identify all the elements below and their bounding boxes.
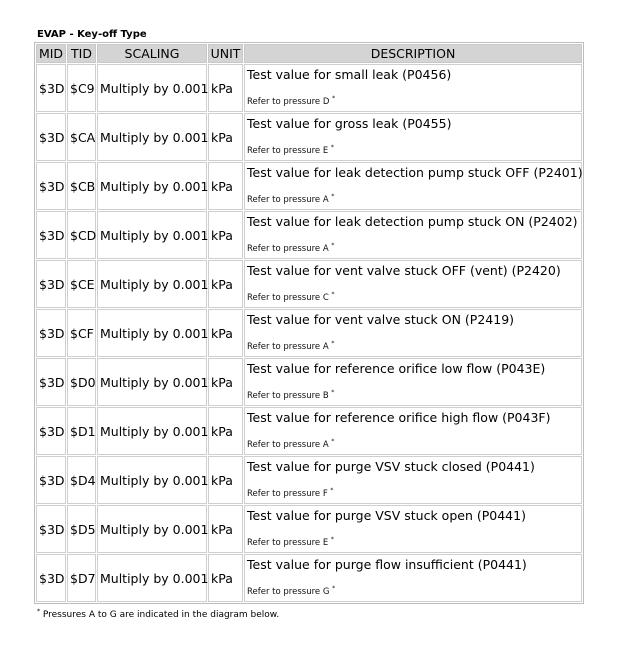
cell-scaling: Multiply by 0.001 [97,407,207,455]
cell-scaling: Multiply by 0.001 [97,554,207,602]
footnote-reference-mark: * [331,340,335,347]
cell-tid: $C9 [67,64,96,112]
table-row [36,358,582,406]
cell-description [244,456,582,504]
evap-monitor-table [34,42,584,604]
footnote-reference-mark: * [330,487,334,494]
header-scaling: SCALING [97,44,207,63]
pressure-reference-note [247,242,579,254]
cell-tid: $CF [67,309,96,357]
cell-mid: $3D [36,505,66,553]
cell-description [244,407,582,455]
cell-unit: kPa [208,260,243,308]
pressure-reference-note [247,95,579,107]
footnote-reference-mark: * [330,144,334,151]
footnote-reference-mark: * [330,536,334,543]
cell-description [244,554,582,602]
cell-scaling: Multiply by 0.001 [97,260,207,308]
footnote-reference-mark: * [332,585,336,592]
cell-unit: kPa [208,554,243,602]
cell-description [244,64,582,112]
cell-tid: $D5 [67,505,96,553]
pressure-reference-text: Refer to pressure C [247,292,329,303]
cell-scaling: Multiply by 0.001 [97,309,207,357]
pressure-reference-note [247,193,579,205]
description-text: Test value for gross leak (P0455) [247,116,452,131]
table-row [36,309,582,357]
cell-unit: kPa [208,64,243,112]
footnote-reference-mark: * [331,242,335,249]
pressure-reference-text: Refer to pressure B [247,390,329,401]
description-text: Test value for leak detection pump stuck ON (P2402) [247,214,578,229]
cell-tid: $CE [67,260,96,308]
cell-unit: kPa [208,407,243,455]
table-header-row [36,44,582,63]
footnote-text: Pressures A to G are indicated in the diagram below. [42,610,280,620]
pressure-reference-text: Refer to pressure E [247,145,329,156]
cell-tid: $CA [67,113,96,161]
cell-tid: $D4 [67,456,96,504]
cell-scaling: Multiply by 0.001 [97,358,207,406]
cell-description [244,113,582,161]
pressure-reference-note [247,389,579,401]
pressure-reference-note [247,144,579,156]
table-row [36,162,582,210]
pressure-reference-note [247,340,579,352]
cell-unit: kPa [208,456,243,504]
cell-mid: $3D [36,162,66,210]
table-row [36,260,582,308]
pressure-reference-note [247,487,579,499]
footnote-reference-mark: * [331,193,335,200]
pressure-reference-text: Refer to pressure A [247,439,329,450]
cell-scaling: Multiply by 0.001 [97,113,207,161]
pressure-reference-note [247,585,579,597]
footnote-mark: * [37,608,40,615]
footnote-reference-mark: * [332,95,336,102]
cell-tid: $CB [67,162,96,210]
footnote-reference-mark: * [331,389,335,396]
footnote [37,608,279,620]
cell-mid: $3D [36,64,66,112]
header-tid: TID [67,44,96,63]
description-text: Test value for purge VSV stuck closed (P0441) [247,459,535,474]
table-body [36,64,582,602]
cell-mid: $3D [36,309,66,357]
cell-unit: kPa [208,211,243,259]
cell-scaling: Multiply by 0.001 [97,162,207,210]
table-row [36,407,582,455]
cell-unit: kPa [208,358,243,406]
pressure-reference-note [247,536,579,548]
table-row [36,456,582,504]
cell-mid: $3D [36,456,66,504]
description-text: Test value for purge flow insufficient (P0441) [247,557,527,572]
cell-mid: $3D [36,260,66,308]
cell-tid: $CD [67,211,96,259]
cell-unit: kPa [208,309,243,357]
pressure-reference-text: Refer to pressure F [247,488,328,499]
description-text: Test value for reference orifice high flow (P043F) [247,410,551,425]
description-text: Test value for leak detection pump stuck OFF (P2401) [247,165,583,180]
description-text: Test value for reference orifice low flow (P043E) [247,361,546,376]
cell-description [244,505,582,553]
cell-scaling: Multiply by 0.001 [97,211,207,259]
cell-description [244,211,582,259]
description-text: Test value for purge VSV stuck open (P0441) [247,508,526,523]
description-text: Test value for small leak (P0456) [247,67,452,82]
pressure-reference-text: Refer to pressure G [247,586,330,597]
pressure-reference-note [247,438,579,450]
cell-description [244,358,582,406]
table-row [36,64,582,112]
cell-description [244,309,582,357]
cell-description [244,260,582,308]
cell-scaling: Multiply by 0.001 [97,64,207,112]
cell-tid: $D0 [67,358,96,406]
cell-unit: kPa [208,505,243,553]
cell-mid: $3D [36,358,66,406]
table-row [36,505,582,553]
footnote-reference-mark: * [331,291,335,298]
pressure-reference-text: Refer to pressure A [247,243,329,254]
document-title: EVAP - Key-off Type [37,29,147,40]
cell-unit: kPa [208,162,243,210]
description-text: Test value for vent valve stuck OFF (vent) (P2420) [247,263,561,278]
cell-mid: $3D [36,554,66,602]
description-text: Test value for vent valve stuck ON (P2419) [247,312,515,327]
table-row [36,211,582,259]
pressure-reference-text: Refer to pressure A [247,341,329,352]
table-row [36,113,582,161]
cell-description [244,162,582,210]
header-description: DESCRIPTION [244,44,582,63]
pressure-reference-text: Refer to pressure A [247,194,329,205]
footnote-reference-mark: * [331,438,335,445]
cell-mid: $3D [36,407,66,455]
table-row [36,554,582,602]
cell-unit: kPa [208,113,243,161]
header-unit: UNIT [208,44,243,63]
cell-mid: $3D [36,211,66,259]
header-mid: MID [36,44,66,63]
cell-scaling: Multiply by 0.001 [97,456,207,504]
cell-scaling: Multiply by 0.001 [97,505,207,553]
pressure-reference-text: Refer to pressure D [247,96,330,107]
cell-tid: $D1 [67,407,96,455]
cell-tid: $D7 [67,554,96,602]
pressure-reference-note [247,291,579,303]
cell-mid: $3D [36,113,66,161]
pressure-reference-text: Refer to pressure E [247,537,329,548]
